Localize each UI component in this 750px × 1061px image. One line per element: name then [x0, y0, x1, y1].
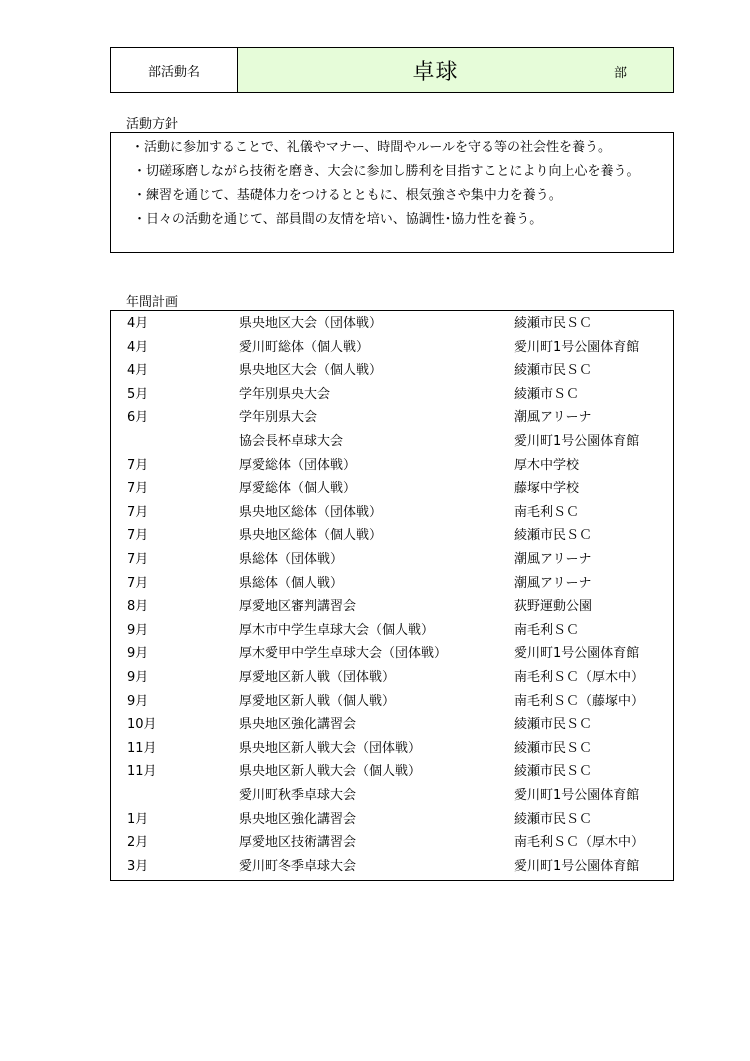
club-suffix: 部 [613, 66, 627, 81]
schedule-row [111, 406, 673, 430]
club-name-cell [238, 48, 673, 92]
schedule-venue: 潮風アリーナ [514, 552, 592, 567]
policy-title: 活動方針 [126, 117, 179, 132]
schedule-row [111, 595, 673, 619]
schedule-row [111, 855, 673, 879]
schedule-venue: 綾瀬市民ＳＣ [514, 316, 593, 331]
schedule-venue: 藤塚中学校 [514, 481, 580, 497]
schedule-event: 愛川町総体（個人戦） [239, 339, 370, 355]
schedule-month: 2月 [127, 835, 149, 851]
schedule-month: 10月 [127, 717, 157, 733]
schedule-venue: 南毛利ＳＣ（藤塚中） [514, 693, 645, 709]
schedule-event: 厚愛地区審判講習会 [239, 599, 357, 615]
schedule-row [111, 808, 673, 832]
schedule-row [111, 572, 673, 596]
schedule-row [111, 312, 673, 336]
schedule-month: 7月 [127, 504, 149, 520]
schedule-month: 5月 [127, 386, 149, 402]
schedule-row [111, 548, 673, 572]
policy-item: ・日々の活動を通じて、部員間の友情を培い、協調性･協力性を養う。 [133, 212, 543, 227]
schedule-event: 厚愛地区新人戦（個人戦） [239, 693, 396, 709]
schedule-venue: 綾瀬市民ＳＣ [514, 764, 593, 780]
schedule-month: 7月 [127, 528, 149, 544]
schedule-row [111, 501, 673, 525]
schedule-event: 愛川町冬季卓球大会 [239, 858, 357, 874]
schedule-month: 9月 [127, 693, 149, 709]
schedule-row [111, 737, 673, 761]
schedule-title: 年間計画 [126, 295, 179, 310]
schedule-month: 6月 [127, 410, 149, 426]
schedule-venue: 愛川町1号公園体育館 [514, 858, 640, 874]
schedule-venue: 愛川町1号公園体育館 [514, 339, 640, 355]
schedule-event: 県央地区新人戦大会（団体戦） [239, 740, 422, 756]
schedule-row [111, 831, 673, 855]
schedule-venue: 厚木中学校 [514, 457, 580, 473]
schedule-event: 学年別県央大会 [239, 386, 331, 402]
schedule-month: 9月 [127, 670, 149, 685]
policy-item: ・切磋琢磨しながら技術を磨き、大会に参加し勝利を目指すことにより向上心を養う。 [133, 164, 640, 179]
schedule-event: 県総体（団体戦） [239, 552, 344, 567]
schedule-event: 厚木市中学生卓球大会（個人戦） [239, 622, 435, 638]
schedule-event: 厚愛地区新人戦（団体戦） [239, 670, 396, 685]
club-header [110, 47, 674, 93]
policy-item: ・活動に参加することで、礼儀やマナー、時間やルールを守る等の社会性を養う。 [131, 140, 611, 155]
schedule-event: 厚愛地区技術講習会 [239, 835, 357, 851]
schedule-month: 4月 [127, 363, 149, 379]
schedule-event: 協会長杯卓球大会 [239, 434, 344, 449]
schedule-event: 学年別県大会 [239, 410, 318, 426]
schedule-venue: 荻野運動公園 [514, 599, 593, 615]
schedule-row [111, 690, 673, 714]
schedule-month: 7月 [127, 457, 149, 473]
schedule-month: 7月 [127, 552, 149, 567]
schedule-venue: 南毛利ＳＣ [514, 504, 580, 520]
schedule-row [111, 359, 673, 383]
schedule-row [111, 666, 673, 690]
schedule-event: 県央地区強化講習会 [239, 717, 357, 733]
schedule-row [111, 713, 673, 737]
schedule-month: 11月 [127, 740, 157, 756]
schedule-venue: 南毛利ＳＣ [514, 622, 580, 638]
schedule-event: 県央地区総体（団体戦） [239, 504, 383, 520]
schedule-venue: 綾瀬市民ＳＣ [514, 717, 593, 733]
schedule-event: 厚愛総体（団体戦） [239, 457, 357, 473]
schedule-venue: 綾瀬市民ＳＣ [514, 528, 593, 544]
schedule-event: 県央地区大会（個人戦） [239, 363, 383, 379]
policy-item: ・練習を通じて、基礎体力をつけるとともに、根気強さや集中力を養う。 [133, 188, 562, 203]
schedule-venue: 綾瀬市民ＳＣ [514, 740, 593, 756]
schedule-venue: 潮風アリーナ [514, 410, 592, 426]
schedule-row [111, 430, 673, 454]
schedule-event: 県総体（個人戦） [239, 575, 344, 591]
schedule-venue: 綾瀬市ＳＣ [514, 386, 580, 402]
schedule-month: 11月 [127, 764, 157, 780]
schedule-row [111, 760, 673, 784]
schedule-venue: 愛川町1号公園体育館 [514, 434, 640, 449]
schedule-row [111, 454, 673, 478]
schedule-row [111, 477, 673, 501]
schedule-venue: 綾瀬市民ＳＣ [514, 811, 593, 827]
schedule-venue: 南毛利ＳＣ（厚木中） [514, 670, 645, 685]
schedule-event: 厚木愛甲中学生卓球大会（団体戦） [239, 646, 448, 662]
schedule-venue: 南毛利ＳＣ（厚木中） [514, 835, 645, 851]
schedule-venue: 潮風アリーナ [514, 575, 592, 591]
schedule-row [111, 784, 673, 808]
schedule-month: 9月 [127, 646, 149, 662]
policy-box [110, 132, 674, 253]
schedule-event: 厚愛総体（個人戦） [239, 481, 357, 497]
schedule-month: 4月 [127, 316, 149, 331]
schedule-venue: 愛川町1号公園体育館 [514, 788, 640, 803]
club-name: 卓球 [412, 59, 459, 85]
schedule-month: 8月 [127, 599, 149, 615]
schedule-row [111, 619, 673, 643]
schedule-month: 1月 [127, 811, 149, 827]
schedule-event: 県央地区総体（個人戦） [239, 528, 383, 544]
schedule-event: 県央地区新人戦大会（個人戦） [239, 764, 422, 780]
schedule-row [111, 642, 673, 666]
schedule-month: 3月 [127, 858, 149, 874]
schedule-venue: 愛川町1号公園体育館 [514, 646, 640, 662]
schedule-month: 4月 [127, 339, 149, 355]
schedule-event: 県央地区大会（団体戦） [239, 316, 383, 331]
schedule-event: 県央地区強化講習会 [239, 811, 357, 827]
schedule-row [111, 524, 673, 548]
schedule-row [111, 336, 673, 360]
schedule-row [111, 383, 673, 407]
schedule-venue: 綾瀬市民ＳＣ [514, 363, 593, 379]
schedule-month: 9月 [127, 622, 149, 638]
schedule-month: 7月 [127, 575, 149, 591]
schedule-table [110, 310, 674, 881]
schedule-event: 愛川町秋季卓球大会 [239, 788, 357, 803]
club-label: 部活動名 [111, 48, 238, 92]
schedule-month: 7月 [127, 481, 149, 497]
